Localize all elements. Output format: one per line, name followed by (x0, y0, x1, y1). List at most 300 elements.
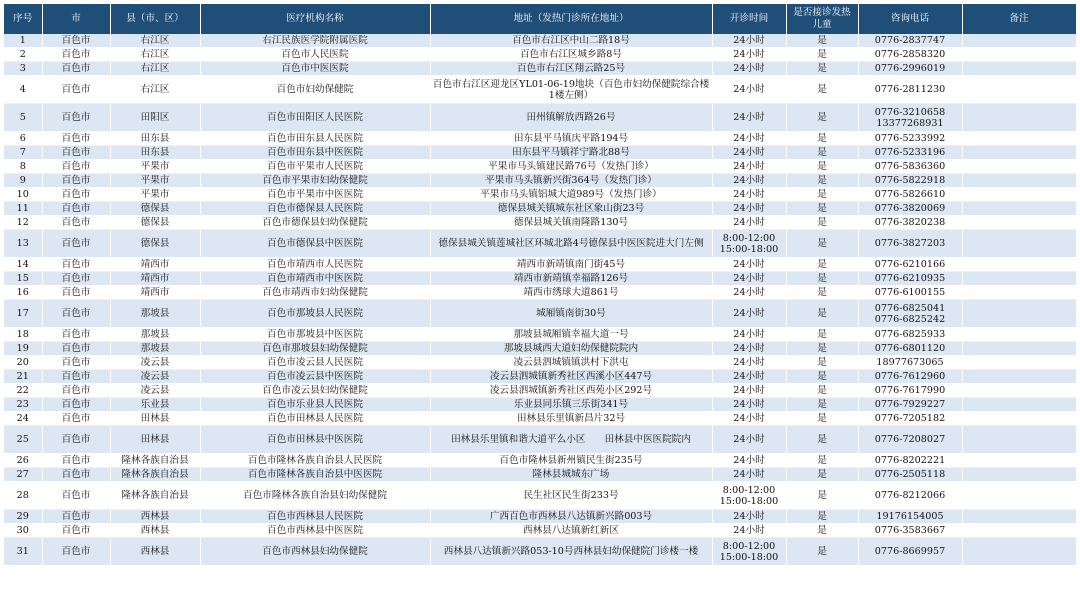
cell-child: 是 (786, 230, 858, 258)
cell-hours: 24小时 (712, 272, 786, 286)
cell-phone: 0776-3827203 (858, 230, 962, 258)
cell-phone: 0776-3820069 (858, 202, 962, 216)
cell-address: 田东县平马镇祥宁路北88号 (430, 146, 712, 160)
cell-serial: 11 (4, 202, 42, 216)
table-row (4, 48, 1076, 62)
table-row (4, 202, 1076, 216)
cell-phone: 0776-5822918 (858, 174, 962, 188)
cell-note (962, 258, 1076, 272)
cell-note (962, 48, 1076, 62)
cell-institution: 百色市西林县中医医院 (200, 524, 430, 538)
cell-county: 靖西市 (110, 286, 200, 300)
cell-child: 是 (786, 160, 858, 174)
cell-city: 百色市 (42, 286, 110, 300)
cell-child: 是 (786, 398, 858, 412)
cell-hours: 24小时 (712, 34, 786, 48)
cell-note (962, 384, 1076, 398)
cell-city: 百色市 (42, 146, 110, 160)
cell-phone: 0776-8212066 (858, 482, 962, 510)
cell-institution: 百色市田东县中医医院 (200, 146, 430, 160)
cell-serial: 9 (4, 174, 42, 188)
cell-city: 百色市 (42, 454, 110, 468)
cell-phone: 0776-6801120 (858, 342, 962, 356)
table-header-row (4, 4, 1076, 34)
header-county: 县（市、区） (110, 4, 200, 34)
table-row (4, 328, 1076, 342)
cell-note (962, 146, 1076, 160)
cell-serial: 27 (4, 468, 42, 482)
cell-institution: 百色市凌云县人民医院 (200, 356, 430, 370)
cell-serial: 4 (4, 76, 42, 104)
cell-address: 那坡县城厢镇幸福大道一号 (430, 328, 712, 342)
cell-city: 百色市 (42, 34, 110, 48)
table-row (4, 412, 1076, 426)
cell-serial: 5 (4, 104, 42, 132)
cell-note (962, 524, 1076, 538)
cell-child: 是 (786, 48, 858, 62)
cell-hours: 8:00-12:00 15:00-18:00 (712, 482, 786, 510)
cell-county: 那坡县 (110, 328, 200, 342)
cell-city: 百色市 (42, 384, 110, 398)
cell-child: 是 (786, 174, 858, 188)
cell-county: 平果市 (110, 188, 200, 202)
cell-city: 百色市 (42, 482, 110, 510)
cell-institution: 百色市平果市中医医院 (200, 188, 430, 202)
cell-child: 是 (786, 258, 858, 272)
cell-institution: 右江民族医学院附属医院 (200, 34, 430, 48)
cell-child: 是 (786, 104, 858, 132)
cell-address: 百色市右江区翔云路25号 (430, 62, 712, 76)
header-child: 是否接诊发热儿童 (786, 4, 858, 34)
cell-note (962, 538, 1076, 566)
cell-phone: 0776-6825041 0776-6825242 (858, 300, 962, 328)
cell-city: 百色市 (42, 48, 110, 62)
cell-serial: 3 (4, 62, 42, 76)
cell-county: 西林县 (110, 524, 200, 538)
cell-county: 田东县 (110, 132, 200, 146)
cell-address: 西林县八达镇新兴路053-10号西林县妇幼保健院门诊楼一楼 (430, 538, 712, 566)
cell-serial: 13 (4, 230, 42, 258)
cell-hours: 24小时 (712, 524, 786, 538)
cell-hours: 8:00-12:00 15:00-18:00 (712, 538, 786, 566)
cell-phone: 0776-6100155 (858, 286, 962, 300)
cell-institution: 百色市那坡县人民医院 (200, 300, 430, 328)
cell-address: 百色市隆林县新州镇民生街235号 (430, 454, 712, 468)
cell-serial: 21 (4, 370, 42, 384)
cell-child: 是 (786, 202, 858, 216)
table-row (4, 34, 1076, 48)
cell-city: 百色市 (42, 230, 110, 258)
cell-note (962, 468, 1076, 482)
cell-city: 百色市 (42, 356, 110, 370)
cell-hours: 24小时 (712, 62, 786, 76)
cell-hours: 24小时 (712, 216, 786, 230)
cell-phone: 0776-8202221 (858, 454, 962, 468)
cell-note (962, 286, 1076, 300)
cell-phone: 0776-3583667 (858, 524, 962, 538)
cell-hours: 24小时 (712, 174, 786, 188)
cell-phone: 0776-2811230 (858, 76, 962, 104)
header-institution: 医疗机构名称 (200, 4, 430, 34)
cell-hours: 8:00-12:00 15:00-18:00 (712, 230, 786, 258)
cell-county: 那坡县 (110, 342, 200, 356)
cell-institution: 百色市平果市人民医院 (200, 160, 430, 174)
cell-child: 是 (786, 272, 858, 286)
cell-county: 隆林各族自治县 (110, 468, 200, 482)
cell-note (962, 132, 1076, 146)
cell-hours: 24小时 (712, 104, 786, 132)
cell-institution: 百色市凌云县中医医院 (200, 370, 430, 384)
cell-address: 民生社区民生街233号 (430, 482, 712, 510)
cell-institution: 百色市那坡县妇幼保健院 (200, 342, 430, 356)
cell-county: 德保县 (110, 202, 200, 216)
cell-hours: 24小时 (712, 370, 786, 384)
cell-phone: 0776-6210166 (858, 258, 962, 272)
cell-phone: 0776-6210935 (858, 272, 962, 286)
table-row (4, 398, 1076, 412)
cell-serial: 16 (4, 286, 42, 300)
cell-phone: 0776-5233992 (858, 132, 962, 146)
table-body (4, 34, 1076, 566)
cell-hours: 24小时 (712, 468, 786, 482)
cell-institution: 百色市德保县人民医院 (200, 202, 430, 216)
cell-address: 百色市右江区中山二路18号 (430, 34, 712, 48)
cell-hours: 24小时 (712, 328, 786, 342)
cell-child: 是 (786, 300, 858, 328)
cell-address: 隆林县城城东广场 (430, 468, 712, 482)
cell-city: 百色市 (42, 412, 110, 426)
header-hours: 开诊时间 (712, 4, 786, 34)
cell-hours: 24小时 (712, 146, 786, 160)
cell-institution: 百色市隆林各族自治县中医医院 (200, 468, 430, 482)
cell-child: 是 (786, 216, 858, 230)
header-city: 市 (42, 4, 110, 34)
cell-note (962, 174, 1076, 188)
header-note: 备注 (962, 4, 1076, 34)
cell-serial: 8 (4, 160, 42, 174)
cell-address: 凌云县泗城镇新秀社区西溪小区447号 (430, 370, 712, 384)
cell-note (962, 202, 1076, 216)
cell-phone: 0776-7205182 (858, 412, 962, 426)
cell-hours: 24小时 (712, 160, 786, 174)
cell-county: 右江区 (110, 76, 200, 104)
cell-note (962, 412, 1076, 426)
cell-serial: 23 (4, 398, 42, 412)
cell-county: 田林县 (110, 426, 200, 454)
cell-phone: 0776-7617990 (858, 384, 962, 398)
cell-county: 隆林各族自治县 (110, 454, 200, 468)
cell-institution: 百色市隆林各族自治县妇幼保健院 (200, 482, 430, 510)
cell-address: 平果市马头镇建民路76号（发热门诊） (430, 160, 712, 174)
table-row (4, 384, 1076, 398)
cell-address: 田林县乐里镇新昌片32号 (430, 412, 712, 426)
table-row (4, 216, 1076, 230)
cell-hours: 24小时 (712, 300, 786, 328)
cell-child: 是 (786, 328, 858, 342)
cell-address: 平果市马头镇铝城大道989号（发热门诊） (430, 188, 712, 202)
cell-address: 乐业县同乐镇三乐街341号 (430, 398, 712, 412)
cell-county: 那坡县 (110, 300, 200, 328)
table-row (4, 104, 1076, 132)
cell-hours: 24小时 (712, 398, 786, 412)
cell-child: 是 (786, 454, 858, 468)
table-row (4, 76, 1076, 104)
table-row (4, 524, 1076, 538)
cell-institution: 百色市靖西市中医医院 (200, 272, 430, 286)
cell-child: 是 (786, 146, 858, 160)
cell-phone: 0776-7929227 (858, 398, 962, 412)
cell-county: 凌云县 (110, 356, 200, 370)
cell-serial: 2 (4, 48, 42, 62)
cell-child: 是 (786, 510, 858, 524)
cell-institution: 百色市隆林各族自治县人民医院 (200, 454, 430, 468)
cell-institution: 百色市田阳区人民医院 (200, 104, 430, 132)
cell-institution: 百色市靖西市人民医院 (200, 258, 430, 272)
cell-hours: 24小时 (712, 510, 786, 524)
table-row (4, 468, 1076, 482)
cell-city: 百色市 (42, 216, 110, 230)
table-row (4, 356, 1076, 370)
cell-serial: 24 (4, 412, 42, 426)
cell-city: 百色市 (42, 258, 110, 272)
cell-phone: 0776-7612960 (858, 370, 962, 384)
cell-city: 百色市 (42, 510, 110, 524)
cell-county: 靖西市 (110, 272, 200, 286)
cell-city: 百色市 (42, 104, 110, 132)
cell-county: 乐业县 (110, 398, 200, 412)
cell-child: 是 (786, 524, 858, 538)
cell-serial: 28 (4, 482, 42, 510)
cell-institution: 百色市田东县人民医院 (200, 132, 430, 146)
cell-serial: 12 (4, 216, 42, 230)
cell-institution: 百色市人民医院 (200, 48, 430, 62)
cell-phone: 0776-6825933 (858, 328, 962, 342)
cell-serial: 15 (4, 272, 42, 286)
table-row (4, 174, 1076, 188)
cell-county: 靖西市 (110, 258, 200, 272)
cell-serial: 10 (4, 188, 42, 202)
cell-city: 百色市 (42, 188, 110, 202)
cell-city: 百色市 (42, 202, 110, 216)
cell-child: 是 (786, 342, 858, 356)
cell-note (962, 188, 1076, 202)
cell-address: 西林县八达镇新红新区 (430, 524, 712, 538)
cell-institution: 百色市德保县中医医院 (200, 230, 430, 258)
cell-institution: 百色市平果市妇幼保健院 (200, 174, 430, 188)
cell-address: 德保县城关镇莲城社区环城北路4号德保县中医医院进大门左侧 (430, 230, 712, 258)
cell-institution: 百色市妇幼保健院 (200, 76, 430, 104)
header-phone: 咨询电话 (858, 4, 962, 34)
cell-hours: 24小时 (712, 286, 786, 300)
cell-hours: 24小时 (712, 132, 786, 146)
cell-phone: 0776-2996019 (858, 62, 962, 76)
hospital-list-table-container (4, 4, 1076, 566)
cell-county: 右江区 (110, 34, 200, 48)
cell-serial: 26 (4, 454, 42, 468)
cell-note (962, 510, 1076, 524)
cell-city: 百色市 (42, 524, 110, 538)
cell-hours: 24小时 (712, 48, 786, 62)
cell-county: 右江区 (110, 62, 200, 76)
cell-note (962, 230, 1076, 258)
table-row (4, 230, 1076, 258)
cell-city: 百色市 (42, 300, 110, 328)
cell-county: 平果市 (110, 174, 200, 188)
cell-note (962, 62, 1076, 76)
table-row (4, 62, 1076, 76)
cell-address: 那坡县城西大道妇幼保健院院内 (430, 342, 712, 356)
cell-city: 百色市 (42, 398, 110, 412)
cell-child: 是 (786, 356, 858, 370)
cell-serial: 19 (4, 342, 42, 356)
cell-hours: 24小时 (712, 258, 786, 272)
table-row (4, 132, 1076, 146)
cell-note (962, 426, 1076, 454)
cell-address: 田州镇解放西路26号 (430, 104, 712, 132)
cell-note (962, 160, 1076, 174)
table-row (4, 454, 1076, 468)
cell-county: 右江区 (110, 48, 200, 62)
cell-child: 是 (786, 76, 858, 104)
cell-child: 是 (786, 370, 858, 384)
cell-note (962, 398, 1076, 412)
cell-hours: 24小时 (712, 356, 786, 370)
cell-serial: 20 (4, 356, 42, 370)
cell-note (962, 482, 1076, 510)
cell-institution: 百色市那坡县中医医院 (200, 328, 430, 342)
cell-serial: 18 (4, 328, 42, 342)
cell-city: 百色市 (42, 468, 110, 482)
cell-phone: 0776-5233196 (858, 146, 962, 160)
cell-note (962, 76, 1076, 104)
cell-address: 城厢镇南街30号 (430, 300, 712, 328)
cell-hours: 24小时 (712, 426, 786, 454)
cell-institution: 百色市田林县人民医院 (200, 412, 430, 426)
table-row (4, 272, 1076, 286)
cell-address: 凌云县泗城镇新秀社区西苑小区292号 (430, 384, 712, 398)
cell-institution: 百色市凌云县妇幼保健院 (200, 384, 430, 398)
cell-hours: 24小时 (712, 454, 786, 468)
cell-address: 百色市右江区迎龙区YL01-06-19地块（百色市妇幼保健院综合楼1楼左侧） (430, 76, 712, 104)
cell-phone: 0776-2837747 (858, 34, 962, 48)
cell-serial: 17 (4, 300, 42, 328)
cell-child: 是 (786, 384, 858, 398)
cell-child: 是 (786, 34, 858, 48)
cell-address: 德保县城关镇城东社区象山街23号 (430, 202, 712, 216)
cell-hours: 24小时 (712, 342, 786, 356)
cell-institution: 百色市德保县妇幼保健院 (200, 216, 430, 230)
cell-institution: 百色市田林县中医医院 (200, 426, 430, 454)
cell-city: 百色市 (42, 538, 110, 566)
cell-county: 德保县 (110, 216, 200, 230)
cell-county: 隆林各族自治县 (110, 482, 200, 510)
cell-phone: 0776-2858320 (858, 48, 962, 62)
cell-address: 靖西市绣球大道861号 (430, 286, 712, 300)
cell-hours: 24小时 (712, 202, 786, 216)
cell-note (962, 328, 1076, 342)
cell-note (962, 300, 1076, 328)
cell-county: 田林县 (110, 412, 200, 426)
header-serial: 序号 (4, 4, 42, 34)
table-row (4, 300, 1076, 328)
cell-phone: 0776-7208027 (858, 426, 962, 454)
cell-phone: 0776-3820238 (858, 216, 962, 230)
table-row (4, 482, 1076, 510)
cell-note (962, 34, 1076, 48)
cell-phone: 0776-5836360 (858, 160, 962, 174)
cell-county: 平果市 (110, 160, 200, 174)
cell-child: 是 (786, 62, 858, 76)
cell-address: 靖西市新靖镇幸福路126号 (430, 272, 712, 286)
cell-child: 是 (786, 468, 858, 482)
cell-serial: 29 (4, 510, 42, 524)
header-address: 地址（发热门诊所在地址） (430, 4, 712, 34)
cell-address: 平果市马头镇新兴街364号（发热门诊） (430, 174, 712, 188)
cell-note (962, 370, 1076, 384)
fever-clinic-table (4, 4, 1077, 566)
cell-phone: 0776-2505118 (858, 468, 962, 482)
cell-county: 凌云县 (110, 384, 200, 398)
cell-city: 百色市 (42, 342, 110, 356)
table-row (4, 160, 1076, 174)
cell-address: 百色市右江区城乡路8号 (430, 48, 712, 62)
cell-phone: 0776-5826610 (858, 188, 962, 202)
cell-note (962, 216, 1076, 230)
cell-hours: 24小时 (712, 76, 786, 104)
table-row (4, 538, 1076, 566)
cell-address: 靖西市新靖镇南门街45号 (430, 258, 712, 272)
cell-institution: 百色市西林县妇幼保健院 (200, 538, 430, 566)
cell-serial: 25 (4, 426, 42, 454)
cell-city: 百色市 (42, 76, 110, 104)
cell-serial: 14 (4, 258, 42, 272)
table-row (4, 188, 1076, 202)
cell-child: 是 (786, 538, 858, 566)
cell-address: 德保县城关镇南隆路130号 (430, 216, 712, 230)
cell-county: 西林县 (110, 538, 200, 566)
cell-city: 百色市 (42, 174, 110, 188)
cell-city: 百色市 (42, 160, 110, 174)
cell-address: 凌云县泗城镇镇洪村下洪屯 (430, 356, 712, 370)
cell-serial: 6 (4, 132, 42, 146)
cell-phone: 19176154005 (858, 510, 962, 524)
cell-child: 是 (786, 412, 858, 426)
cell-address: 田东县平马镇庆平路194号 (430, 132, 712, 146)
cell-city: 百色市 (42, 132, 110, 146)
cell-city: 百色市 (42, 272, 110, 286)
table-row (4, 426, 1076, 454)
cell-note (962, 342, 1076, 356)
table-row (4, 342, 1076, 356)
cell-address: 田林县乐里镇和谐大道平么小区 田林县中医医院院内 (430, 426, 712, 454)
cell-hours: 24小时 (712, 384, 786, 398)
cell-note (962, 272, 1076, 286)
cell-city: 百色市 (42, 426, 110, 454)
cell-phone: 0776-3210658 13377268931 (858, 104, 962, 132)
cell-child: 是 (786, 286, 858, 300)
table-row (4, 370, 1076, 384)
cell-institution: 百色市西林县人民医院 (200, 510, 430, 524)
cell-institution: 百色市乐业县人民医院 (200, 398, 430, 412)
cell-serial: 31 (4, 538, 42, 566)
cell-serial: 1 (4, 34, 42, 48)
cell-county: 田阳区 (110, 104, 200, 132)
cell-child: 是 (786, 188, 858, 202)
cell-city: 百色市 (42, 328, 110, 342)
cell-note (962, 356, 1076, 370)
table-row (4, 510, 1076, 524)
cell-institution: 百色市中医医院 (200, 62, 430, 76)
